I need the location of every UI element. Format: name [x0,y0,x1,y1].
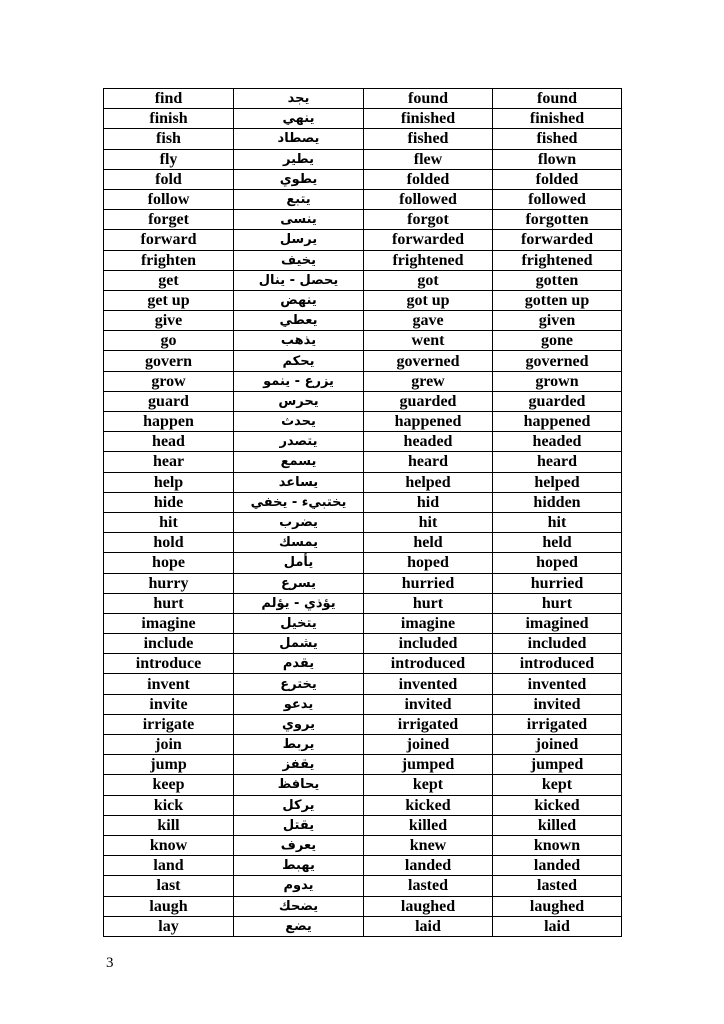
base-form-cell: fish [104,129,234,149]
base-form-cell: hold [104,533,234,553]
table-row [104,533,622,553]
table-row [104,169,622,189]
arabic-meaning-cell: يتخيل [234,613,364,633]
table-row [104,735,622,755]
table-row [104,694,622,714]
past-participle-cell: hit [493,512,622,532]
base-form-cell: grow [104,371,234,391]
arabic-meaning-cell: يطوي [234,169,364,189]
base-form-cell: find [104,89,234,109]
past-simple-cell: governed [364,351,493,371]
base-form-cell: include [104,634,234,654]
base-form-cell: guard [104,391,234,411]
past-simple-cell: forgot [364,210,493,230]
base-form-cell: land [104,856,234,876]
table-row [104,432,622,452]
arabic-meaning-cell: يحرس [234,391,364,411]
arabic-meaning-cell: يعطي [234,311,364,331]
past-participle-cell: included [493,634,622,654]
past-participle-cell: hoped [493,553,622,573]
past-participle-cell: found [493,89,622,109]
past-simple-cell: fished [364,129,493,149]
past-participle-cell: hidden [493,492,622,512]
base-form-cell: go [104,331,234,351]
past-participle-cell: hurt [493,593,622,613]
table-row [104,210,622,230]
past-simple-cell: grew [364,371,493,391]
arabic-meaning-cell: يهبط [234,856,364,876]
arabic-meaning-cell: يقفز [234,755,364,775]
base-form-cell: hide [104,492,234,512]
past-simple-cell: hid [364,492,493,512]
base-form-cell: get up [104,290,234,310]
past-simple-cell: included [364,634,493,654]
past-participle-cell: flown [493,149,622,169]
arabic-meaning-cell: يمسك [234,533,364,553]
table-row [104,512,622,532]
base-form-cell: help [104,472,234,492]
past-simple-cell: heard [364,452,493,472]
arabic-meaning-cell: يحصل - ينال [234,270,364,290]
past-participle-cell: held [493,533,622,553]
past-simple-cell: jumped [364,755,493,775]
past-participle-cell: hurried [493,573,622,593]
table-row [104,835,622,855]
past-simple-cell: went [364,331,493,351]
past-simple-cell: hit [364,512,493,532]
arabic-meaning-cell: يقتل [234,815,364,835]
past-participle-cell: heard [493,452,622,472]
base-form-cell: invent [104,674,234,694]
arabic-meaning-cell: يشمل [234,634,364,654]
past-participle-cell: folded [493,169,622,189]
past-participle-cell: gotten up [493,290,622,310]
base-form-cell: lay [104,916,234,936]
past-participle-cell: irrigated [493,714,622,734]
past-simple-cell: invented [364,674,493,694]
past-simple-cell: followed [364,189,493,209]
base-form-cell: forward [104,230,234,250]
arabic-meaning-cell: يجد [234,89,364,109]
table-row [104,452,622,472]
arabic-meaning-cell: يضرب [234,512,364,532]
past-simple-cell: frightened [364,250,493,270]
base-form-cell: kick [104,795,234,815]
past-participle-cell: governed [493,351,622,371]
arabic-meaning-cell: يركل [234,795,364,815]
table-row [104,795,622,815]
base-form-cell: finish [104,109,234,129]
past-participle-cell: helped [493,472,622,492]
base-form-cell: irrigate [104,714,234,734]
base-form-cell: frighten [104,250,234,270]
arabic-meaning-cell: يضع [234,916,364,936]
arabic-meaning-cell: يساعد [234,472,364,492]
arabic-meaning-cell: يزرع - ينمو [234,371,364,391]
table-row [104,331,622,351]
base-form-cell: head [104,432,234,452]
arabic-meaning-cell: يحافظ [234,775,364,795]
past-simple-cell: forwarded [364,230,493,250]
table-row [104,593,622,613]
arabic-meaning-cell: ينسى [234,210,364,230]
arabic-meaning-cell: يؤذي - يؤلم [234,593,364,613]
base-form-cell: get [104,270,234,290]
table-row [104,472,622,492]
table-row [104,896,622,916]
arabic-meaning-cell: يتبع [234,189,364,209]
base-form-cell: laugh [104,896,234,916]
table-row [104,189,622,209]
past-simple-cell: gave [364,311,493,331]
past-participle-cell: lasted [493,876,622,896]
past-simple-cell: held [364,533,493,553]
table-row [104,654,622,674]
arabic-meaning-cell: يطير [234,149,364,169]
past-simple-cell: guarded [364,391,493,411]
past-simple-cell: helped [364,472,493,492]
base-form-cell: hurry [104,573,234,593]
past-simple-cell: laughed [364,896,493,916]
table-row [104,351,622,371]
base-form-cell: jump [104,755,234,775]
past-simple-cell: imagine [364,613,493,633]
base-form-cell: hear [104,452,234,472]
table-row [104,492,622,512]
past-participle-cell: happened [493,412,622,432]
table-row [104,876,622,896]
table-row [104,250,622,270]
base-form-cell: know [104,835,234,855]
table-row [104,412,622,432]
arabic-meaning-cell: يروي [234,714,364,734]
arabic-meaning-cell: يدعو [234,694,364,714]
past-participle-cell: invited [493,694,622,714]
past-participle-cell: finished [493,109,622,129]
base-form-cell: happen [104,412,234,432]
arabic-meaning-cell: ينهي [234,109,364,129]
past-simple-cell: lasted [364,876,493,896]
arabic-meaning-cell: يخترع [234,674,364,694]
table-row [104,89,622,109]
past-simple-cell: folded [364,169,493,189]
past-participle-cell: grown [493,371,622,391]
past-participle-cell: known [493,835,622,855]
past-participle-cell: guarded [493,391,622,411]
table-row [104,391,622,411]
base-form-cell: last [104,876,234,896]
table-row [104,674,622,694]
past-simple-cell: landed [364,856,493,876]
past-participle-cell: landed [493,856,622,876]
past-simple-cell: hurried [364,573,493,593]
table-row [104,129,622,149]
past-simple-cell: hurt [364,593,493,613]
past-participle-cell: imagined [493,613,622,633]
arabic-meaning-cell: يحكم [234,351,364,371]
base-form-cell: fly [104,149,234,169]
past-participle-cell: kicked [493,795,622,815]
past-simple-cell: got [364,270,493,290]
past-simple-cell: laid [364,916,493,936]
verb-table [103,88,622,937]
past-simple-cell: joined [364,735,493,755]
arabic-meaning-cell: يضحك [234,896,364,916]
base-form-cell: invite [104,694,234,714]
past-simple-cell: irrigated [364,714,493,734]
verb-table-body [104,89,622,937]
past-simple-cell: happened [364,412,493,432]
past-simple-cell: kicked [364,795,493,815]
past-simple-cell: introduced [364,654,493,674]
past-simple-cell: found [364,89,493,109]
arabic-meaning-cell: يخيف [234,250,364,270]
table-row [104,573,622,593]
past-simple-cell: got up [364,290,493,310]
past-participle-cell: frightened [493,250,622,270]
past-participle-cell: forwarded [493,230,622,250]
base-form-cell: follow [104,189,234,209]
past-participle-cell: kept [493,775,622,795]
table-row [104,230,622,250]
base-form-cell: forget [104,210,234,230]
table-row [104,634,622,654]
base-form-cell: keep [104,775,234,795]
arabic-meaning-cell: يسرع [234,573,364,593]
past-participle-cell: gone [493,331,622,351]
table-row [104,856,622,876]
table-row [104,109,622,129]
base-form-cell: fold [104,169,234,189]
table-row [104,149,622,169]
base-form-cell: hit [104,512,234,532]
table-row [104,371,622,391]
arabic-meaning-cell: يصطاد [234,129,364,149]
base-form-cell: imagine [104,613,234,633]
past-participle-cell: fished [493,129,622,149]
arabic-meaning-cell: يقدم [234,654,364,674]
base-form-cell: join [104,735,234,755]
past-participle-cell: joined [493,735,622,755]
past-participle-cell: laid [493,916,622,936]
past-simple-cell: flew [364,149,493,169]
past-simple-cell: knew [364,835,493,855]
past-participle-cell: invented [493,674,622,694]
arabic-meaning-cell: يربط [234,735,364,755]
past-participle-cell: introduced [493,654,622,674]
arabic-meaning-cell: يأمل [234,553,364,573]
table-row [104,775,622,795]
arabic-meaning-cell: يدوم [234,876,364,896]
past-participle-cell: forgotten [493,210,622,230]
arabic-meaning-cell: يحدث [234,412,364,432]
past-participle-cell: given [493,311,622,331]
base-form-cell: govern [104,351,234,371]
table-row [104,270,622,290]
base-form-cell: introduce [104,654,234,674]
table-row [104,290,622,310]
past-participle-cell: laughed [493,896,622,916]
arabic-meaning-cell: يختبيء - يخفي [234,492,364,512]
table-row [104,714,622,734]
past-simple-cell: headed [364,432,493,452]
past-participle-cell: jumped [493,755,622,775]
arabic-meaning-cell: يعرف [234,835,364,855]
past-participle-cell: gotten [493,270,622,290]
past-simple-cell: invited [364,694,493,714]
arabic-meaning-cell: يرسل [234,230,364,250]
base-form-cell: give [104,311,234,331]
past-participle-cell: killed [493,815,622,835]
arabic-meaning-cell: يتصدر [234,432,364,452]
arabic-meaning-cell: يسمع [234,452,364,472]
table-row [104,311,622,331]
past-simple-cell: finished [364,109,493,129]
table-row [104,916,622,936]
base-form-cell: hurt [104,593,234,613]
past-simple-cell: kept [364,775,493,795]
table-row [104,613,622,633]
table-row [104,553,622,573]
table-row [104,815,622,835]
base-form-cell: kill [104,815,234,835]
past-participle-cell: followed [493,189,622,209]
past-simple-cell: hoped [364,553,493,573]
past-simple-cell: killed [364,815,493,835]
arabic-meaning-cell: يذهب [234,331,364,351]
base-form-cell: hope [104,553,234,573]
past-participle-cell: headed [493,432,622,452]
table-row [104,755,622,775]
arabic-meaning-cell: ينهض [234,290,364,310]
page-number: 3 [106,955,114,971]
